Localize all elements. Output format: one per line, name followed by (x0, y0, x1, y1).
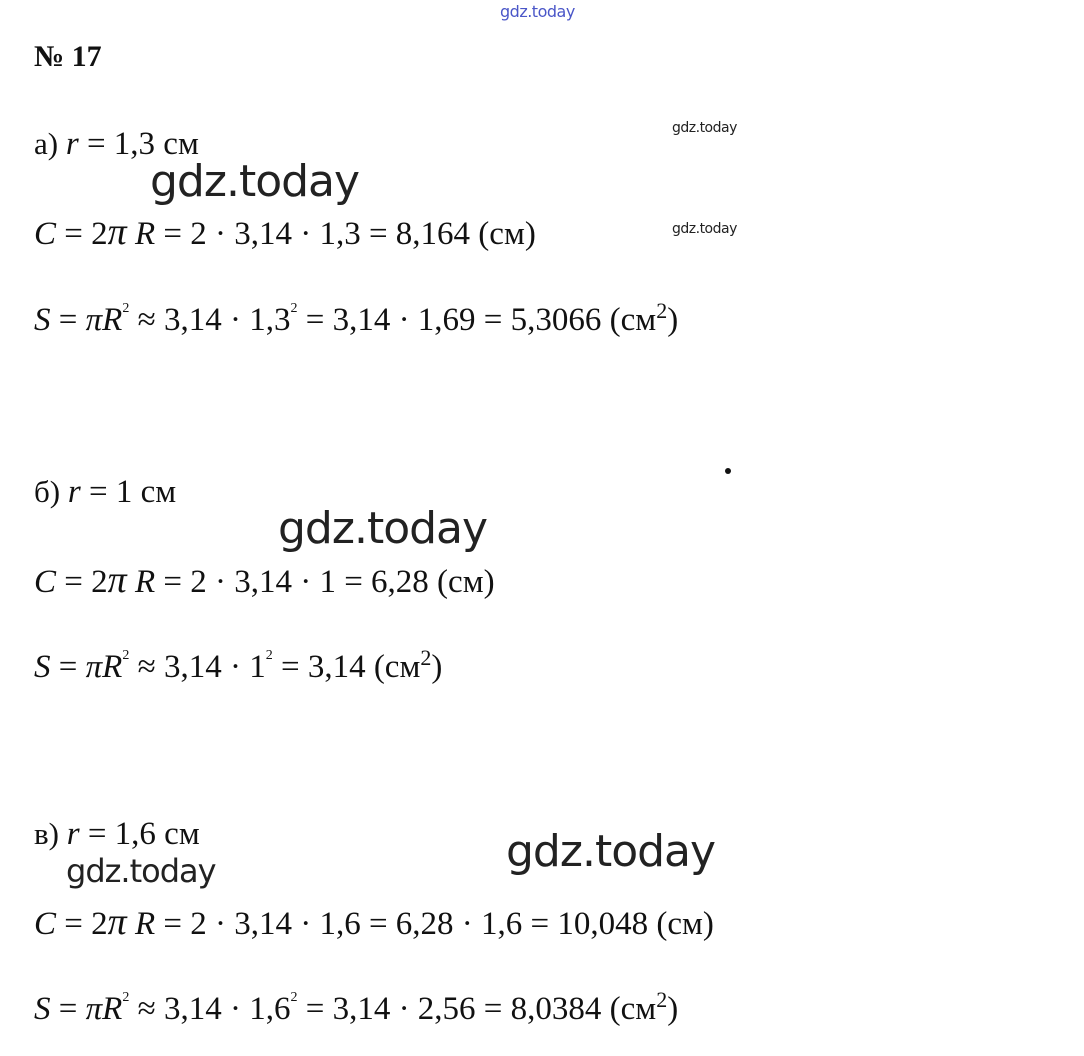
part-b-area: $S = \pi R^2 \approx 3,14 \cdot 1^2 = 3,14$ $(см^2)$ (34, 645, 443, 685)
watermark-large: gdz.today (150, 156, 360, 207)
pi-symbol: π (107, 211, 127, 253)
problem-number: № 17 (34, 40, 102, 73)
part-a-area: $S = \pi R^2 \approx 3,14 \cdot 1,3^2 = 3,14 \cdot 1,69 = 5,3066$ $(см^2)$ (34, 298, 679, 338)
part-b-circumference: C = 2π R = 2 · 3,14 · 1 = 6,28 (см) (34, 559, 495, 601)
pi-symbol: π (107, 559, 127, 601)
part-v-given: в) r = 1,6 см (34, 816, 200, 852)
part-a-given: а) r = 1,3 см (34, 126, 199, 162)
watermark-large: gdz.today (506, 826, 716, 877)
watermark-small: gdz.today (672, 120, 737, 136)
pi-symbol: π (107, 901, 127, 943)
part-v-circumference: C = 2π R = 2 · 3,14 · 1,6 = 6,28 · 1,6 = 10,048 (см) (34, 901, 714, 943)
watermark-top[interactable]: gdz.today (500, 2, 575, 21)
watermark-large: gdz.today (278, 503, 488, 554)
stray-dot (725, 468, 731, 474)
watermark-medium: gdz.today (66, 852, 216, 890)
part-v-area: $S = \pi R^2 \approx 3,14 \cdot 1,6^2 = 3,14 \cdot 2,56 = 8,0384$ $(см^2)$ (34, 987, 679, 1027)
part-b-given: б) r = 1 см (34, 474, 177, 510)
watermark-small: gdz.today (672, 221, 737, 237)
part-a-circumference: C = 2π R = 2 · 3,14 · 1,3 = 8,164 (см) (34, 211, 536, 253)
